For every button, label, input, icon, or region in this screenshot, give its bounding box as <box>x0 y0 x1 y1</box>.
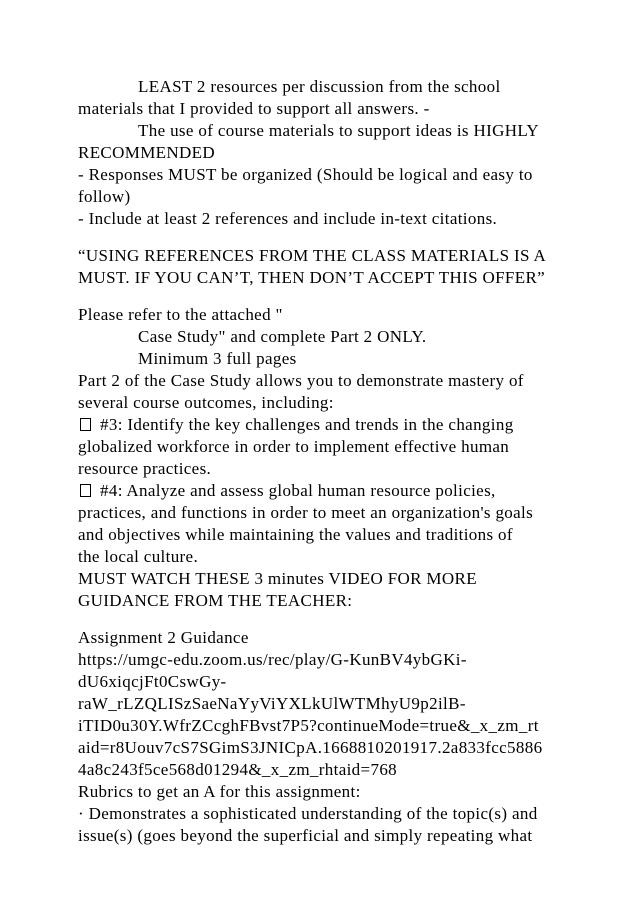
text-line: iTID0u30Y.WfrZCcghFBvst7P5?continueMode=true&_x_zm_rt <box>78 716 539 735</box>
text-line: MUST. IF YOU CAN’T, THEN DON’T ACCEPT THIS OFFER” <box>78 268 546 287</box>
text-line: Assignment 2 Guidance <box>78 628 249 647</box>
text-line: follow) <box>78 187 131 206</box>
text-line: aid=r8Uouv7cS7SGimS3JNICpA.1668810201917.2a833fcc5886 <box>78 738 543 757</box>
text-line: materials that I provided to support all answers. - <box>78 99 430 118</box>
text-line: 4a8c243f5ce568d01294&_x_zm_rhtaid=768 <box>78 760 398 779</box>
text-line: GUIDANCE FROM THE TEACHER: <box>78 591 353 610</box>
text-line: “USING REFERENCES FROM THE CLASS MATERIALS IS A <box>78 246 547 265</box>
text-line: Rubrics to get an A for this assignment: <box>78 782 361 801</box>
text-line: practices, and functions in order to meet an organization's goals <box>78 503 534 522</box>
text-line: Part 2 of the Case Study allows you to demonstrate mastery of <box>78 371 524 390</box>
text-line: Case Study" and complete Part 2 ONLY. <box>138 327 427 346</box>
text-line: dU6xiqcjFt0CswGy- <box>78 672 227 691</box>
bullet-line <box>78 414 514 436</box>
text-line: and objectives while maintaining the values and traditions of <box>78 525 513 544</box>
text-line: MUST WATCH THESE 3 minutes VIDEO FOR MORE <box>78 569 477 588</box>
bullet-glyph-icon <box>80 418 91 431</box>
text-line: globalized workforce in order to implement effective human <box>78 437 510 456</box>
text-line: - Include at least 2 references and include in-text citations. <box>78 209 498 228</box>
text-line: issue(s) (goes beyond the superficial and simply repeating what <box>78 826 533 845</box>
bullet-line <box>78 480 496 502</box>
text-line: Minimum 3 full pages <box>138 349 297 368</box>
text-line: resource practices. <box>78 459 212 478</box>
text-line: Please refer to the attached " <box>78 305 283 324</box>
bullet-glyph-icon <box>80 484 91 497</box>
text-line: LEAST 2 resources per discussion from the school <box>138 77 501 96</box>
text-line: https://umgc-edu.zoom.us/rec/play/G-KunBV4ybGKi- <box>78 650 467 669</box>
text-line: several course outcomes, including: <box>78 393 334 412</box>
text-line: RECOMMENDED <box>78 143 216 162</box>
text-line: raW_rLZQLISzSaeNaYyViYXLkUlWTMhyU9p2ilB- <box>78 694 466 713</box>
text-line: #3: Identify the key challenges and trends in the changing <box>100 415 514 434</box>
text-line: #4: Analyze and assess global human resource policies, <box>100 481 496 500</box>
text-line: · Demonstrates a sophisticated understanding of the topic(s) and <box>78 804 538 823</box>
text-line: the local culture. <box>78 547 199 566</box>
text-line: The use of course materials to support ideas is HIGHLY <box>138 121 540 140</box>
text-line: - Responses MUST be organized (Should be logical and easy to <box>78 165 533 184</box>
